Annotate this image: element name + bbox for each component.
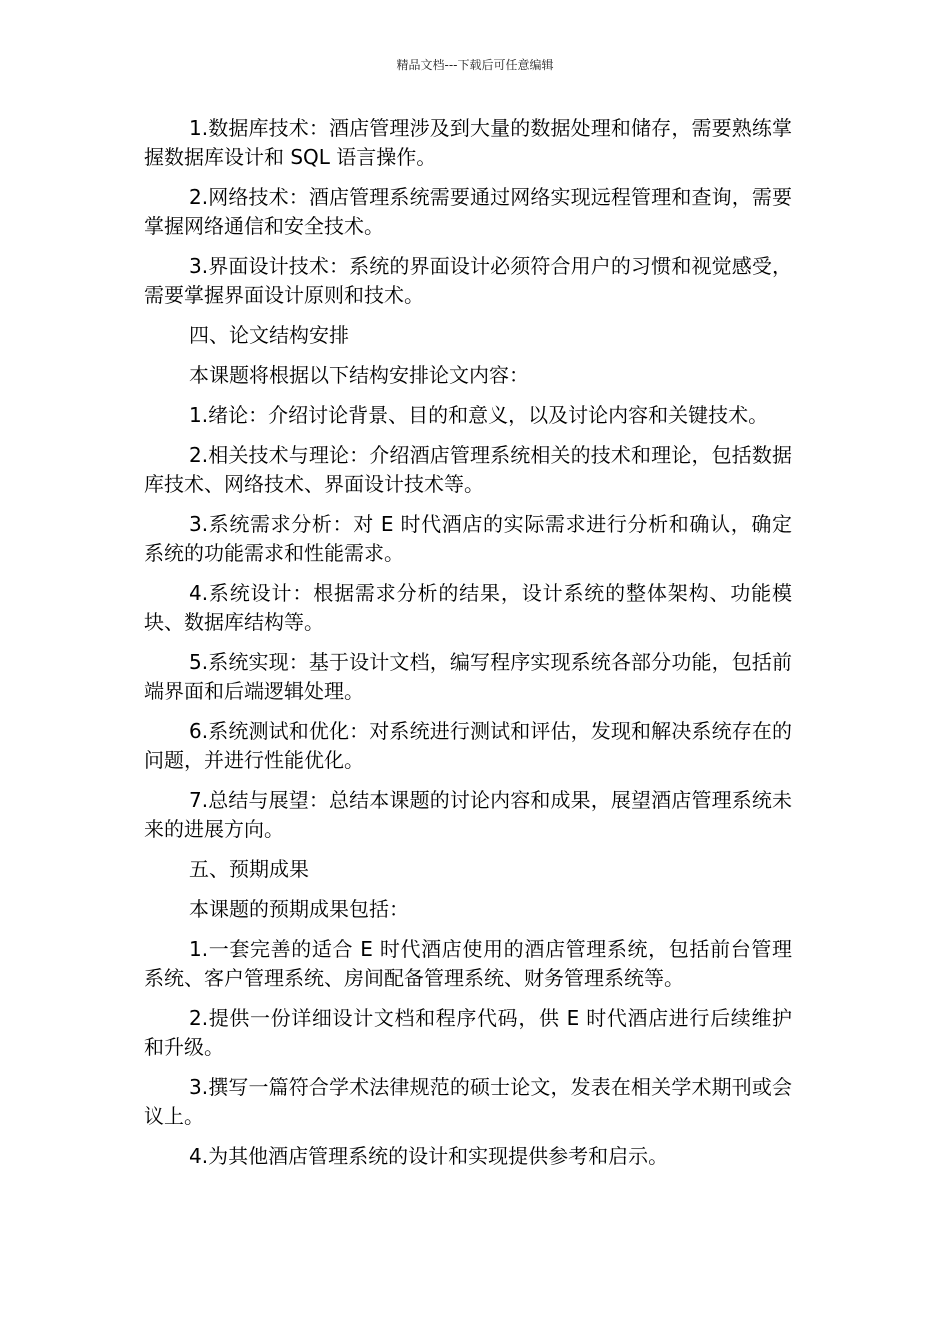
paragraph-outcomes-intro: 本课题的预期成果包括： [189,897,409,921]
paragraph-outcome-1: 1.一套完善的适合 E 时代酒店使用的酒店管理系统，包括前台管理系统、客户管理系统、房间配备管理系统、财务管理系统等。 [144,937,792,990]
paragraph-outcome-2: 2.提供一份详细设计文档和程序代码，供 E 时代酒店进行后续维护和升级。 [144,1006,792,1059]
paragraph-chapter-7: 7.总结与展望：总结本课题的讨论内容和成果，展望酒店管理系统未来的进展方向。 [144,788,792,841]
paragraph-chapter-6: 6.系统测试和优化：对系统进行测试和评估，发现和解决系统存在的问题，并进行性能优化。 [144,719,792,772]
paragraph-interface-tech: 3.界面设计技术：系统的界面设计必须符合用户的习惯和视觉感受，需要掌握界面设计原则和技术。 [144,254,792,307]
paragraph-chapter-2: 2.相关技术与理论：介绍酒店管理系统相关的技术和理论，包括数据库技术、网络技术、界面设计技术等。 [144,443,792,496]
paragraph-chapter-4: 4.系统设计：根据需求分析的结果，设计系统的整体架构、功能模块、数据库结构等。 [144,581,792,634]
page-header: 精品文档---下载后可任意编辑 [396,58,554,72]
section-heading-structure: 四、论文结构安排 [189,323,349,347]
paragraph-outcome-4: 4.为其他酒店管理系统的设计和实现提供参考和启示。 [189,1144,669,1168]
paragraph-chapter-1: 1.绪论：介绍讨论背景、目的和意义，以及讨论内容和关键技术。 [189,403,769,427]
document-body [144,114,792,1182]
paragraph-chapter-3: 3.系统需求分析：对 E 时代酒店的实际需求进行分析和确认，确定系统的功能需求和性能需求。 [144,512,792,565]
section-heading-outcomes: 五、预期成果 [189,857,309,881]
paragraph-network-tech: 2.网络技术：酒店管理系统需要通过网络实现远程管理和查询，需要掌握网络通信和安全技术。 [144,185,792,238]
paragraph-chapter-5: 5.系统实现：基于设计文档，编写程序实现系统各部分功能，包括前端界面和后端逻辑处理。 [144,650,792,703]
paragraph-database-tech: 1.数据库技术：酒店管理涉及到大量的数据处理和储存，需要熟练掌握数据库设计和 SQL 语言操作。 [144,116,792,169]
paragraph-structure-intro: 本课题将根据以下结构安排论文内容： [189,363,529,387]
paragraph-outcome-3: 3.撰写一篇符合学术法律规范的硕士论文，发表在相关学术期刊或会议上。 [144,1075,792,1128]
